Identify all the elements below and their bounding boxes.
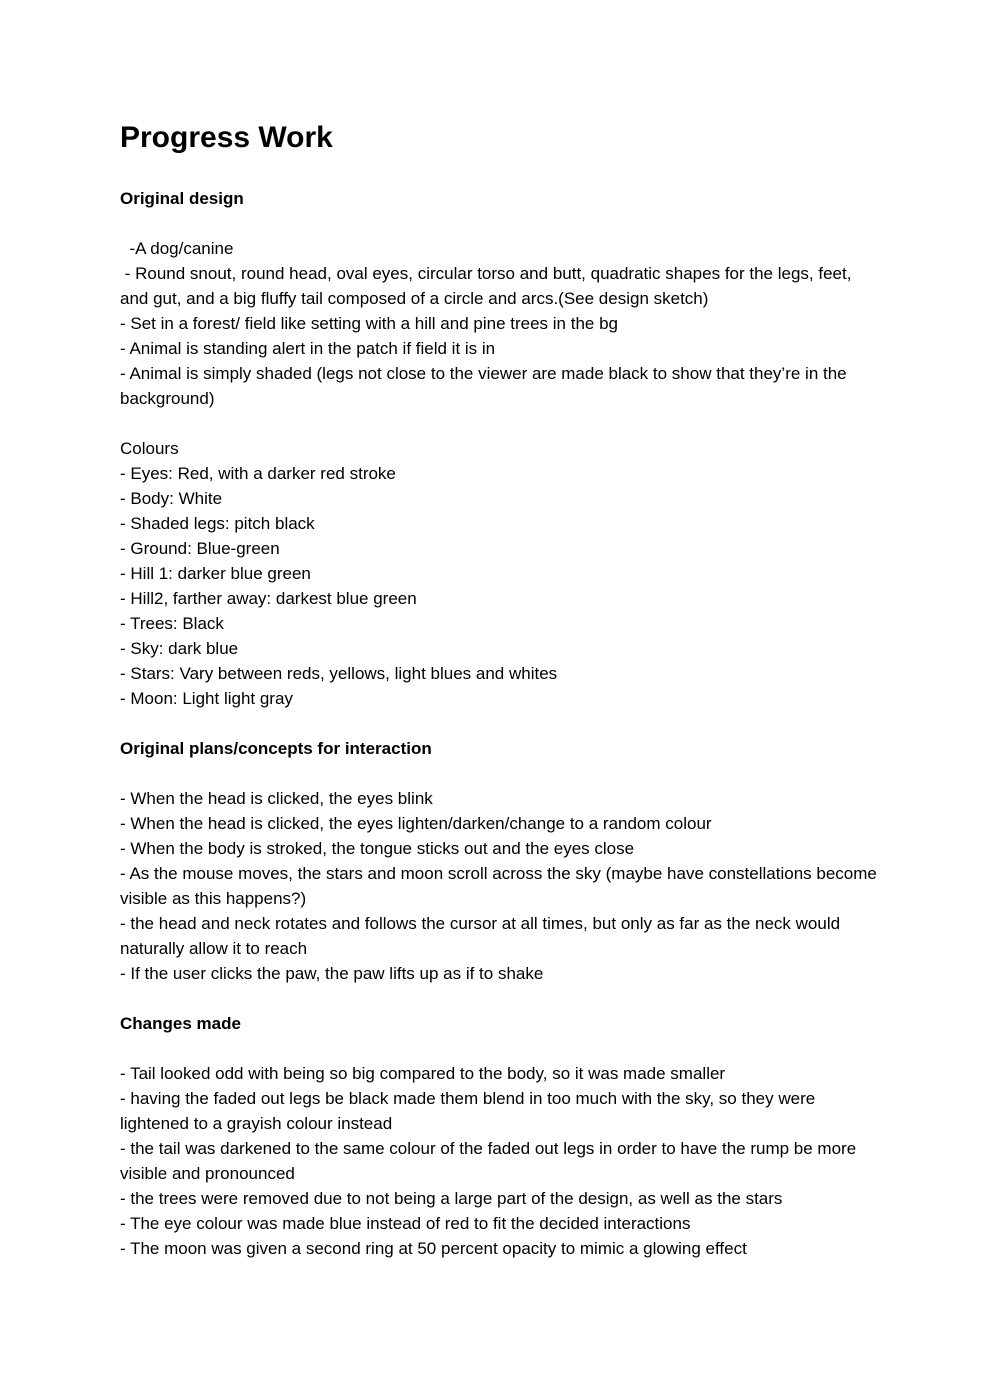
changes-list: [120, 1061, 880, 1261]
list-item: - Sky: dark blue: [120, 639, 239, 658]
list-item: -A dog/canine: [120, 239, 234, 258]
section-heading-changes: Changes made: [120, 1014, 241, 1033]
section-heading-interaction: Original plans/concepts for interaction: [120, 739, 432, 758]
list-item: - Moon: Light light gray: [120, 689, 293, 708]
list-item: - The eye colour was made blue instead of red to fit the decided interactions: [120, 1214, 691, 1233]
section-heading-colours: Colours: [120, 439, 179, 458]
original-design-list: [120, 236, 880, 411]
document-page: [120, 118, 880, 1286]
list-item: - Ground: Blue-green: [120, 539, 280, 558]
list-item: - When the head is clicked, the eyes lighten/darken/change to a random colour: [120, 814, 712, 833]
list-item: - When the body is stroked, the tongue sticks out and the eyes close: [120, 839, 635, 858]
list-item: - Animal is standing alert in the patch if field it is in: [120, 339, 496, 358]
list-item: - When the head is clicked, the eyes blink: [120, 789, 433, 808]
list-item: - Hill2, farther away: darkest blue green: [120, 589, 417, 608]
list-item: - Shaded legs: pitch black: [120, 514, 315, 533]
colours-list: [120, 436, 880, 711]
list-item: - Animal is simply shaded (legs not close to the viewer are made black to show that they’re in the background): [120, 364, 852, 408]
list-item: - having the faded out legs be black made them blend in too much with the sky, so they were lightened to a grayish colour instead: [120, 1089, 820, 1133]
list-item: - If the user clicks the paw, the paw lifts up as if to shake: [120, 964, 544, 983]
list-item: - Hill 1: darker blue green: [120, 564, 311, 583]
list-item: - Eyes: Red, with a darker red stroke: [120, 464, 396, 483]
list-item: - Tail looked odd with being so big compared to the body, so it was made smaller: [120, 1064, 726, 1083]
list-item: - Round snout, round head, oval eyes, circular torso and butt, quadratic shapes for the legs, feet, and gut, and a big fluffy tail composed of a circle and arcs.(See design sketch): [120, 264, 857, 308]
interaction-list: [120, 786, 880, 986]
list-item: - Trees: Black: [120, 614, 224, 633]
list-item: - Body: White: [120, 489, 223, 508]
list-item: - Set in a forest/ field like setting with a hill and pine trees in the bg: [120, 314, 618, 333]
list-item: - the trees were removed due to not being a large part of the design, as well as the stars: [120, 1189, 783, 1208]
list-item: - Stars: Vary between reds, yellows, light blues and whites: [120, 664, 558, 683]
list-item: - The moon was given a second ring at 50 percent opacity to mimic a glowing effect: [120, 1239, 747, 1258]
page-title: Progress Work: [120, 121, 333, 154]
list-item: - the tail was darkened to the same colour of the faded out legs in order to have the rump be more visible and pronounced: [120, 1139, 861, 1183]
section-heading-original-design: Original design: [120, 189, 244, 208]
list-item: - As the mouse moves, the stars and moon scroll across the sky (maybe have constellations become visible as this happens?): [120, 864, 882, 908]
list-item: - the head and neck rotates and follows the cursor at all times, but only as far as the neck would naturally allow it to reach: [120, 914, 845, 958]
